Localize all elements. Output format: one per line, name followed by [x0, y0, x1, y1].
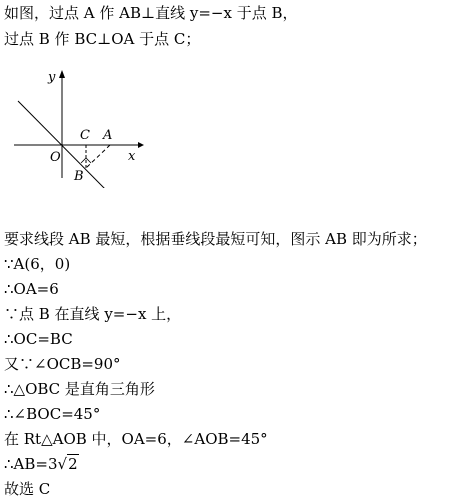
result-line — [4, 455, 79, 473]
solution-line-2: ∵A(6，0) — [4, 255, 71, 273]
sqrt-expression: √2 — [57, 455, 78, 473]
label-A: A — [103, 128, 113, 143]
solution-line-3: ∴OA=6 — [4, 280, 59, 298]
coordinate-figure — [10, 68, 150, 188]
label-O: O — [50, 150, 61, 165]
y-axis-arrow-icon — [59, 70, 65, 78]
problem-line-1: 如图，过点 A 作 AB⊥直线 y=−x 于点 B， — [4, 4, 298, 22]
solution-line-7: ∴△OBC 是直角三角形 — [4, 380, 155, 398]
label-B: B — [74, 169, 84, 184]
label-C: C — [80, 128, 90, 143]
answer-line: 故选 C — [4, 480, 51, 498]
solution-line-1: 要求线段 AB 最短，根据垂线段最短可知，图示 AB 即为所求； — [4, 230, 427, 248]
solution-line-5: ∴OC=BC — [4, 330, 73, 348]
label-y: y — [48, 70, 56, 85]
solution-line-6: 又∵∠OCB=90° — [4, 355, 121, 373]
x-axis-arrow-icon — [138, 142, 144, 148]
segment-AB — [86, 145, 110, 168]
label-x: x — [128, 149, 136, 164]
solution-line-4: ∵点 B 在直线 y=−x 上， — [4, 305, 182, 323]
result-prefix: ∴AB=3 — [4, 455, 58, 473]
problem-line-2: 过点 B 作 BC⊥OA 于点 C； — [4, 30, 201, 48]
sqrt-radicand: 2 — [68, 455, 78, 473]
solution-line-9: 在 Rt△AOB 中，OA=6，∠AOB=45° — [4, 430, 268, 448]
solution-line-8: ∴∠BOC=45° — [4, 405, 101, 423]
